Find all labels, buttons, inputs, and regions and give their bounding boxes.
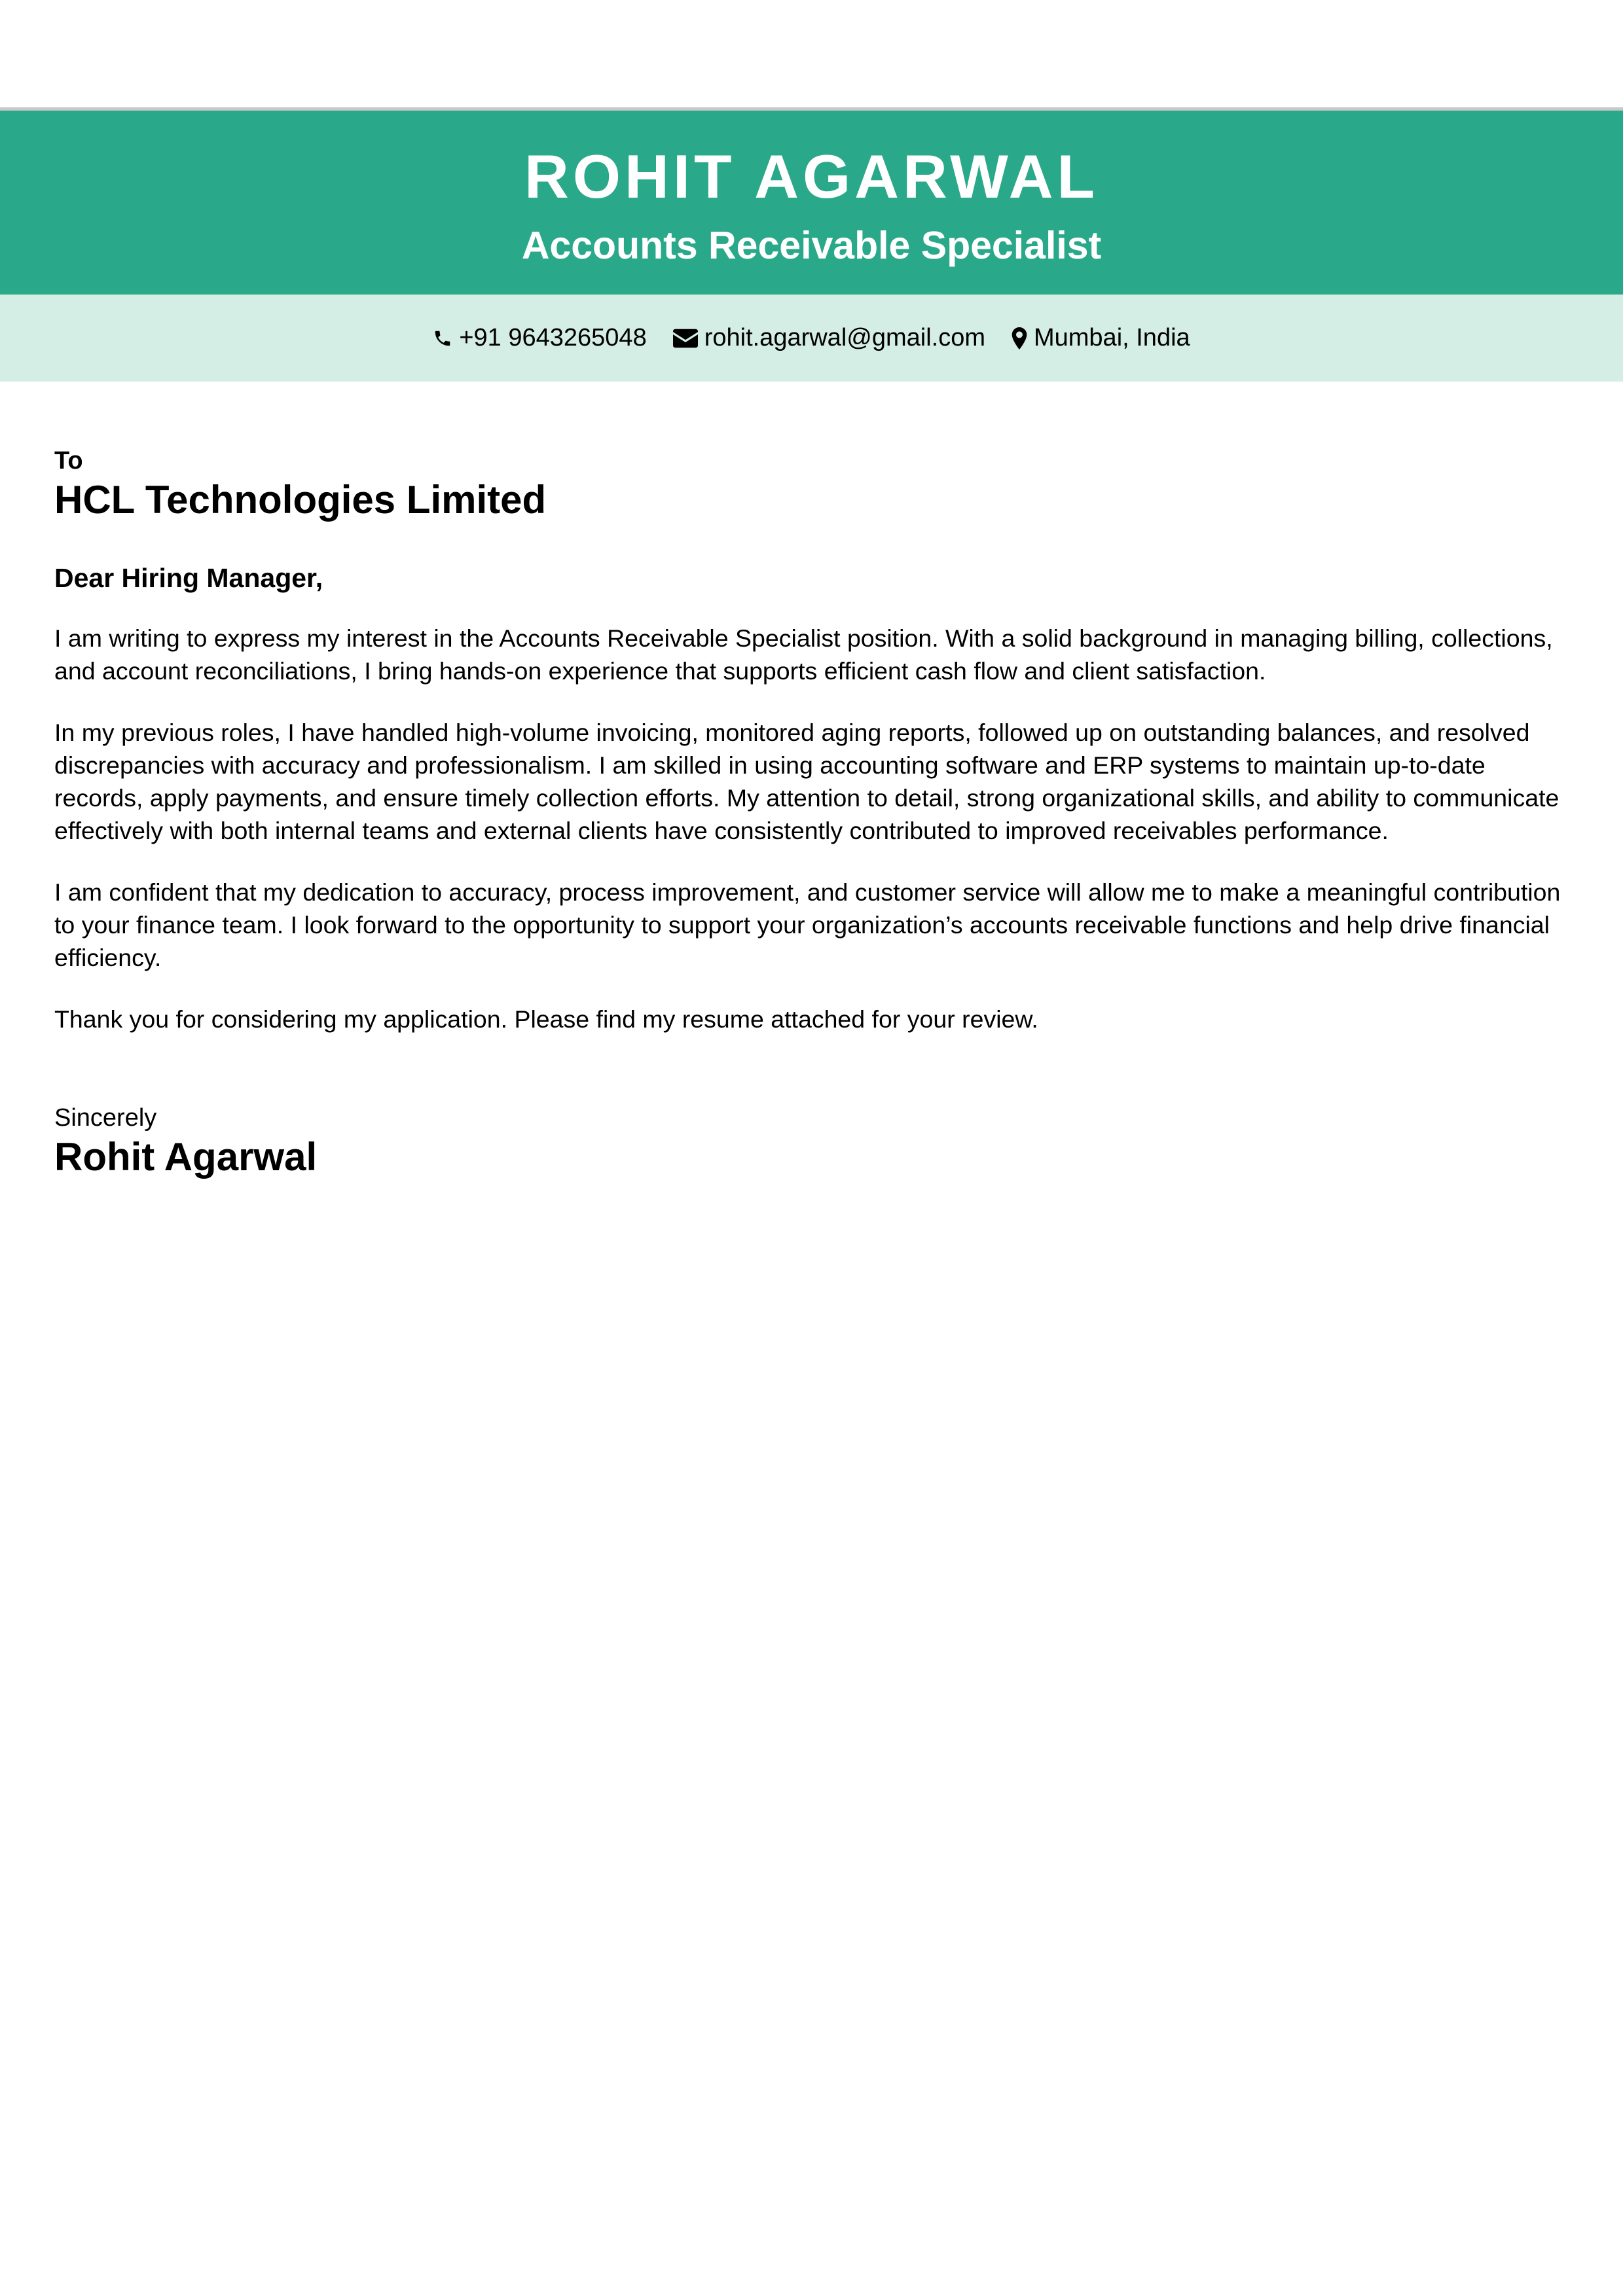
- closing: Sincerely: [54, 1104, 157, 1132]
- signature-name: Rohit Agarwal: [54, 1135, 318, 1179]
- applicant-name: ROHIT AGARWAL: [524, 142, 1099, 211]
- letter-paragraph: I am confident that my dedication to accuracy, process improvement, and customer service will allow me to make a meaningful contribution to your finance team. I look forward to the opportunity to support your organization’s accounts receivable functions and help drive financial efficiency.: [54, 878, 1561, 971]
- contact-bar: [0, 295, 1623, 382]
- letter-body: [54, 445, 1573, 1181]
- map-pin-icon: [1012, 327, 1027, 350]
- envelope-icon: [673, 329, 698, 348]
- location-text: Mumbai, India: [1033, 324, 1190, 351]
- letter-paragraph: In my previous roles, I have handled high-volume invoicing, monitored aging reports, followed up on outstanding balances, and resolved discrepancies with accuracy and professionalism. I am skilled in using accounting software and ERP systems to maintain up-to-date records, apply payments, and ensure timely collection efforts. My attention to detail, strong organizational skills, and ability to communicate effectively with both internal teams and external clients have consistently contributed to improved receivables performance.: [54, 719, 1559, 844]
- contact-phone: [433, 324, 646, 352]
- letter-paragraph: Thank you for considering my application. Please find my resume attached for your review.: [54, 1005, 1038, 1033]
- header-banner: [0, 111, 1623, 295]
- recipient-company: HCL Technologies Limited: [54, 478, 547, 522]
- recipient-label: To: [54, 447, 83, 475]
- salutation: Dear Hiring Manager,: [54, 563, 323, 593]
- phone-number[interactable]: +91 9643265048: [459, 324, 647, 351]
- letter-paragraph: I am writing to express my interest in the Accounts Receivable Specialist position. With a solid background in managing billing, collections, and account reconciliations, I bring hands-on experience that supports efficient cash flow and client satisfaction.: [54, 624, 1553, 685]
- contact-email: [673, 324, 985, 352]
- phone-icon: [433, 328, 452, 349]
- job-title: Accounts Receivable Specialist: [521, 224, 1102, 267]
- contact-location: [1012, 324, 1190, 352]
- email-address[interactable]: rohit.agarwal@gmail.com: [704, 324, 985, 351]
